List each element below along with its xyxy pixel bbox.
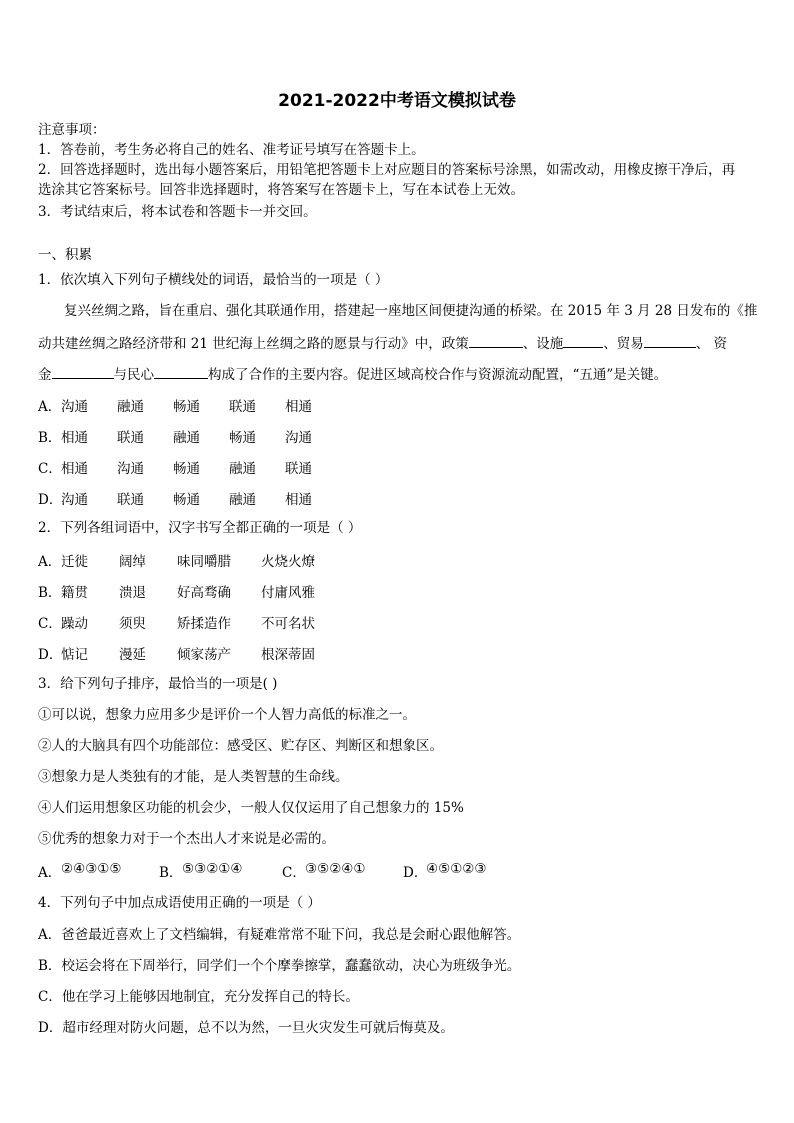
question-1-option-c bbox=[38, 457, 341, 477]
question-3-stem: 3．给下列句子排序，最恰当的一项是( ) bbox=[38, 676, 278, 692]
passage-text: 、贸易 bbox=[603, 336, 644, 352]
option-word: 须臾 bbox=[119, 616, 146, 632]
option-word: 根深蒂固 bbox=[261, 647, 315, 663]
question-3-sentence-4: ④人们运用想象区功能的机会少，一般人仅仅运用了自己想象力的 15% bbox=[38, 800, 464, 816]
question-3-options bbox=[38, 861, 526, 881]
option-word: 畅通 bbox=[229, 430, 256, 446]
option-label: A． bbox=[38, 865, 62, 881]
question-2-option-c bbox=[38, 612, 345, 632]
option-word: 联通 bbox=[117, 492, 144, 508]
fill-blank-1 bbox=[469, 333, 523, 348]
question-2-stem: 2．下列各组词语中，汉字书写全都正确的一项是（ ） bbox=[38, 520, 362, 536]
option-label: D． bbox=[38, 492, 63, 508]
question-2-option-d bbox=[38, 643, 345, 663]
option-label: A． bbox=[38, 399, 62, 415]
option-label: A． bbox=[38, 554, 62, 570]
exam-title: 2021-2022中考语文模拟试卷 bbox=[278, 91, 516, 111]
option-word: 籍贯 bbox=[61, 585, 88, 601]
option-value: ⑤③②①④ bbox=[182, 861, 243, 877]
option-word: 沟通 bbox=[285, 430, 312, 446]
option-word: 融通 bbox=[229, 492, 256, 508]
notice-item-2-line-1: 2．回答选择题时，选出每小题答案后，用铅笔把答题卡上对应题目的答案标号涂黑，如需改动，用橡皮擦干净后，再 bbox=[38, 162, 736, 178]
option-word: 相通 bbox=[61, 461, 88, 477]
option-word: 火烧火燎 bbox=[261, 554, 315, 570]
question-1-option-b bbox=[38, 426, 341, 446]
option-word: 阔绰 bbox=[119, 554, 146, 570]
option-label: C． bbox=[38, 616, 62, 632]
option-word: 漫延 bbox=[119, 647, 146, 663]
option-label: D． bbox=[403, 865, 428, 881]
option-value: ③⑤②④① bbox=[305, 861, 366, 877]
option-word: 联通 bbox=[117, 430, 144, 446]
option-label: C． bbox=[38, 461, 62, 477]
option-word: 融通 bbox=[117, 399, 144, 415]
fill-blank-3 bbox=[644, 333, 696, 348]
passage-text: 金 bbox=[38, 367, 52, 383]
question-3-sentence-3: ③想象力是人类独有的才能，是人类智慧的生命线。 bbox=[38, 769, 349, 785]
passage-text: 构成了合作的主要内容。促进区域高校合作与资源流动配置，“五通”是关键。 bbox=[208, 367, 668, 383]
question-4-option-a: A．爸爸最近喜欢上了文档编辑，有疑难常常不耻下问，我总是会耐心跟他解答。 bbox=[38, 927, 521, 943]
option-word: 沟通 bbox=[61, 492, 88, 508]
option-word: 倾家荡产 bbox=[177, 647, 231, 663]
notice-item-1: 1．答卷前，考生务必将自己的姓名、准考证号填写在答题卡上。 bbox=[38, 142, 425, 158]
question-2-option-a bbox=[38, 550, 345, 570]
question-4-option-b: B．校运会将在下周举行，同学们一个个摩拳擦掌，蠢蠢欲动，决心为班级争光。 bbox=[38, 958, 521, 974]
passage-text: 、设施 bbox=[522, 336, 564, 352]
fill-blank-2 bbox=[563, 333, 603, 348]
option-label: B． bbox=[38, 585, 62, 601]
option-word: 惦记 bbox=[61, 647, 88, 663]
question-1-passage-line-3 bbox=[38, 364, 667, 384]
notice-heading: 注意事项： bbox=[38, 122, 106, 138]
option-word: 沟通 bbox=[61, 399, 88, 415]
option-word: 相通 bbox=[61, 430, 88, 446]
notice-item-3: 3．考试结束后，将本试卷和答题卡一并交回。 bbox=[38, 204, 317, 220]
question-4-option-c: C．他在学习上能够因地制宜，充分发挥自己的特长。 bbox=[38, 989, 359, 1005]
notice-item-2-line-2: 选涂其它答案标号。回答非选择题时，将答案写在答题卡上，写在本试卷上无效。 bbox=[38, 182, 524, 198]
option-label: C． bbox=[282, 865, 306, 881]
passage-text: 动共建丝绸之路经济带和 21 世纪海上丝绸之路的愿景与行动》中，政策 bbox=[38, 336, 469, 352]
option-word: 躁动 bbox=[61, 616, 88, 632]
option-word: 溃退 bbox=[119, 585, 146, 601]
fill-blank-4 bbox=[52, 364, 114, 379]
passage-text: 与民心 bbox=[113, 367, 154, 383]
option-word: 味同嚼腊 bbox=[177, 554, 231, 570]
option-value: ④⑤①②③ bbox=[426, 861, 487, 877]
option-word: 沟通 bbox=[117, 461, 144, 477]
question-1-stem: 1．依次填入下列句子横线处的词语，最恰当的一项是（ ） bbox=[38, 272, 389, 288]
option-word: 融通 bbox=[173, 430, 200, 446]
question-3-sentence-5: ⑤优秀的想象力对于一个杰出人才来说是必需的。 bbox=[38, 831, 335, 847]
option-word: 相通 bbox=[285, 399, 312, 415]
question-1-option-a bbox=[38, 395, 341, 415]
option-word: 矫揉造作 bbox=[177, 616, 231, 632]
option-word: 相通 bbox=[285, 492, 312, 508]
option-word: 不可名状 bbox=[261, 616, 315, 632]
option-word: 联通 bbox=[229, 399, 256, 415]
question-4-option-d: D．超市经理对防火问题，总不以为然，一旦火灾发生可就后悔莫及。 bbox=[38, 1020, 454, 1036]
fill-blank-5 bbox=[154, 364, 208, 379]
question-4-stem: 4．下列句子中加点成语使用正确的一项是（ ） bbox=[38, 895, 321, 911]
option-label: D． bbox=[38, 647, 63, 663]
section-heading: 一、积累 bbox=[38, 247, 92, 263]
option-word: 迁徙 bbox=[61, 554, 88, 570]
option-word: 好高骛确 bbox=[177, 585, 231, 601]
option-word: 付庸风雅 bbox=[261, 585, 315, 601]
question-2-option-b bbox=[38, 581, 345, 601]
option-word: 畅通 bbox=[173, 399, 200, 415]
option-label: B． bbox=[159, 865, 183, 881]
option-word: 融通 bbox=[229, 461, 256, 477]
question-1-passage-line-2 bbox=[38, 333, 727, 353]
question-1-option-d bbox=[38, 488, 341, 508]
question-3-sentence-2: ②人的大脑具有四个功能部位：感受区、贮存区、判断区和想象区。 bbox=[38, 738, 443, 754]
option-word: 畅通 bbox=[173, 492, 200, 508]
option-word: 畅通 bbox=[173, 461, 200, 477]
option-value: ②④③①⑤ bbox=[61, 861, 122, 877]
passage-text: 、 资 bbox=[695, 336, 728, 352]
question-3-sentence-1: ①可以说，想象力应用多少是评价一个人智力高低的标准之一。 bbox=[38, 707, 416, 723]
option-word: 联通 bbox=[285, 461, 312, 477]
option-label: B． bbox=[38, 430, 62, 446]
question-1-passage-line-1: 复兴丝绸之路，旨在重启、强化其联通作用，搭建起一座地区间便捷沟通的桥梁。在 2015 年 3 月 28 日发布的《推 bbox=[64, 303, 758, 319]
